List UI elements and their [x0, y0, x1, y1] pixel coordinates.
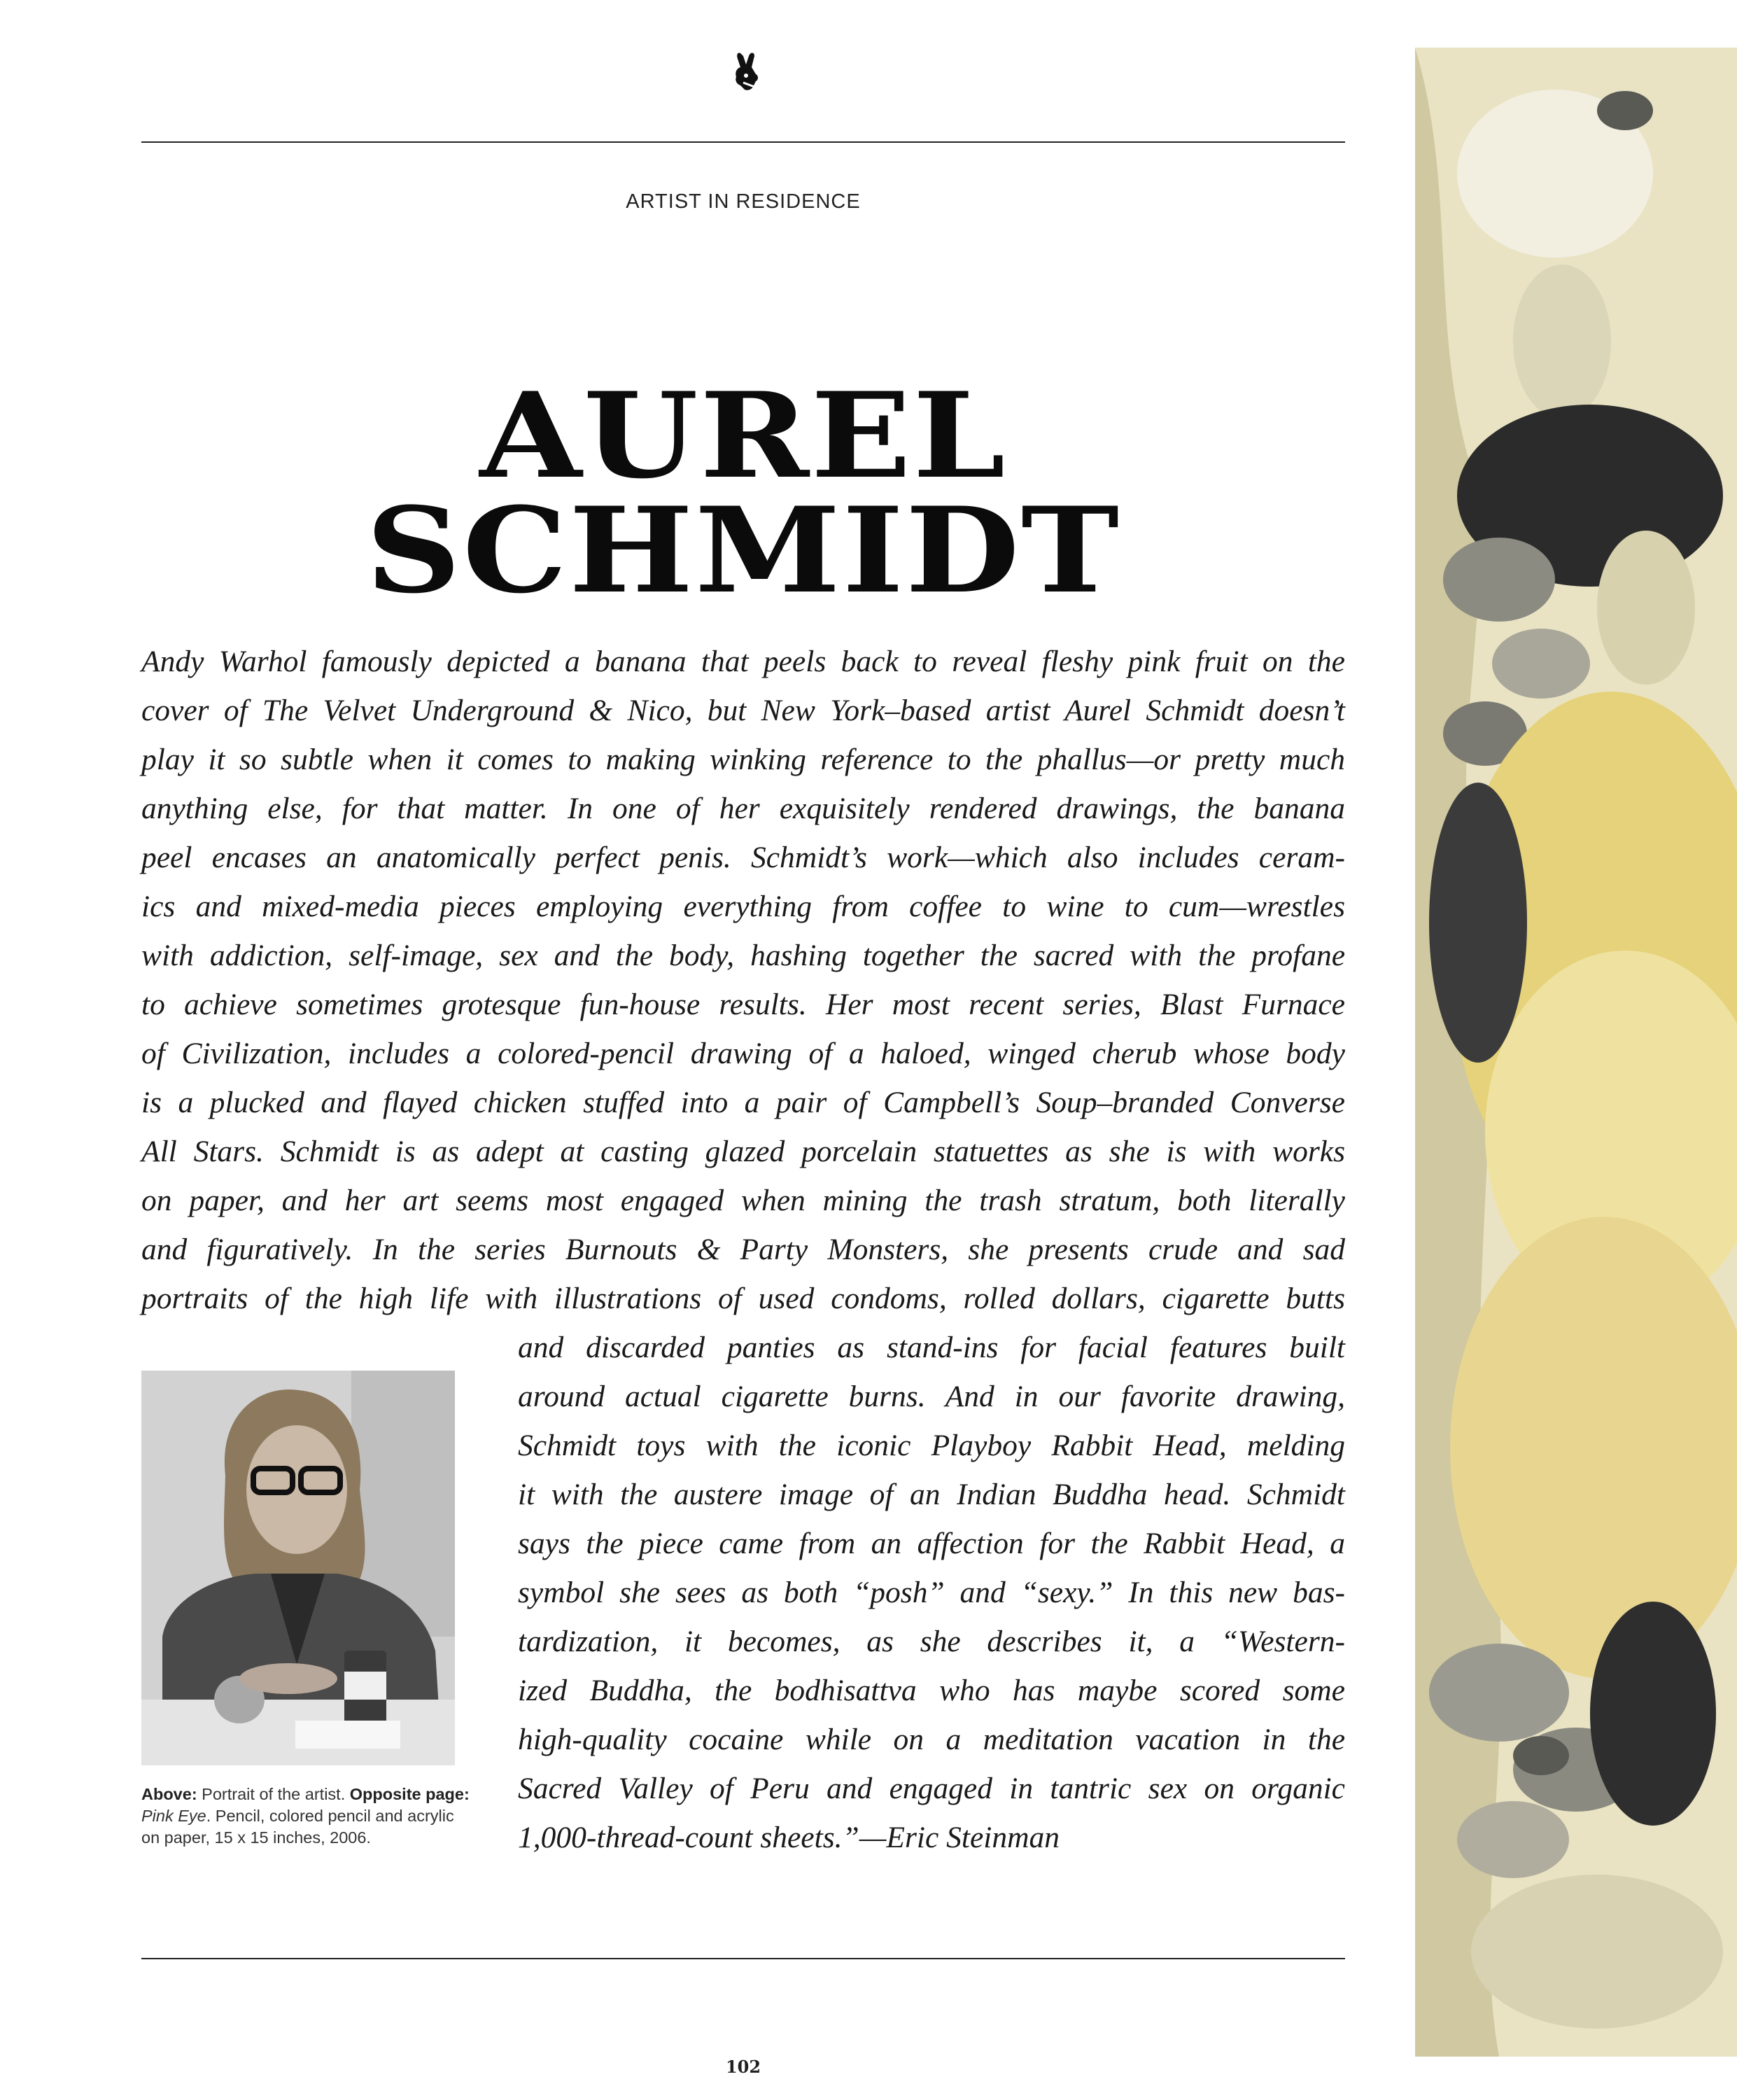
body-line: ics and mixed-media pieces employing everything from coffee to wine to cum—wrestles [141, 890, 1345, 923]
rabbit-head-icon [731, 50, 761, 92]
headline-line-2: SCHMIDT [365, 481, 1121, 620]
body-line: Sacred Valley of Peru and engaged in tantric sex on organic [518, 1772, 1345, 1805]
body-line: says the piece came from an affection for the Rabbit Head, a [518, 1527, 1345, 1560]
caption-above-text: Portrait of the artist. [197, 1785, 350, 1803]
body-line: peel encases an anatomically perfect penis. Schmidt’s work—which also includes ceram- [141, 841, 1345, 874]
body-line: around actual cigarette burns. And in our favorite drawing, [518, 1380, 1345, 1413]
body-line: to achieve sometimes grotesque fun-house results. Her most recent series, Blast Furnace [141, 988, 1345, 1021]
body-line: it with the austere image of an Indian Buddha head. Schmidt [518, 1478, 1345, 1511]
body-line: All Stars. Schmidt is as adept at casting glazed porcelain statuettes as she is with works [141, 1135, 1345, 1168]
photo-caption [141, 1784, 470, 1849]
body-line: and figuratively. In the series Burnouts & Party Monsters, she presents crude and sad [141, 1233, 1345, 1266]
body-line: symbol she sees as both “posh” and “sexy.” In this new bas- [518, 1576, 1345, 1609]
body-line: with addiction, self-image, sex and the body, hashing together the sacred with the profane [141, 939, 1345, 972]
body-line: cover of The Velvet Underground & Nico, but New York–based artist Aurel Schmidt doesn’t [141, 694, 1345, 727]
page-number: 102 [725, 2057, 761, 2077]
body-line: Schmidt toys with the iconic Playboy Rabbit Head, melding [518, 1429, 1345, 1462]
artist-portrait-photo [141, 1371, 455, 1765]
body-line: play it so subtle when it comes to making winking reference to the phallus—or pretty much [141, 743, 1345, 776]
body-line: Andy Warhol famously depicted a banana that peels back to reveal fleshy pink fruit on the [141, 645, 1345, 678]
body-line: tardization, it becomes, as she describes it, a “Western- [518, 1625, 1345, 1658]
caption-opposite-label: Opposite page: [349, 1785, 470, 1803]
header-rule [141, 141, 1345, 143]
body-line: of Civilization, includes a colored-pencil drawing of a haloed, winged cherub whose body [141, 1037, 1345, 1070]
body-line: ized Buddha, the bodhisattva who has maybe scored some [518, 1674, 1345, 1707]
caption-above-label: Above: [141, 1785, 197, 1803]
body-line: on paper, and her art seems most engaged when mining the trash stratum, both literally [141, 1184, 1345, 1217]
footer-rule [141, 1958, 1345, 1959]
body-line: and discarded panties as stand-ins for facial features built [518, 1331, 1345, 1364]
artwork-pink-eye-detail [1415, 48, 1737, 2057]
body-line: is a plucked and flayed chicken stuffed into a pair of Campbell’s Soup–branded Converse [141, 1086, 1345, 1119]
caption-artwork-title: Pink Eye [141, 1807, 206, 1825]
body-line: anything else, for that matter. In one of her exquisitely rendered drawings, the banana [141, 792, 1345, 825]
article-body-narrow-column [518, 1323, 1345, 1862]
playboy-rabbit-logo [731, 50, 761, 92]
headline [69, 366, 1417, 620]
caption-artwork-details: . Pencil, colored pencil and acrylic on paper, 15 x 15 inches, 2006. [141, 1807, 454, 1847]
article-body-full-width [141, 637, 1345, 1323]
headline-line-1: AUREL [479, 366, 1007, 505]
section-label: ARTIST IN RESIDENCE [626, 190, 861, 213]
body-line: 1,000-thread-count sheets.”—Eric Steinman [518, 1821, 1060, 1854]
body-line: high-quality cocaine while on a meditation vacation in the [518, 1723, 1345, 1756]
body-line: portraits of the high life with illustrations of used condoms, rolled dollars, cigarette butts [141, 1282, 1345, 1315]
